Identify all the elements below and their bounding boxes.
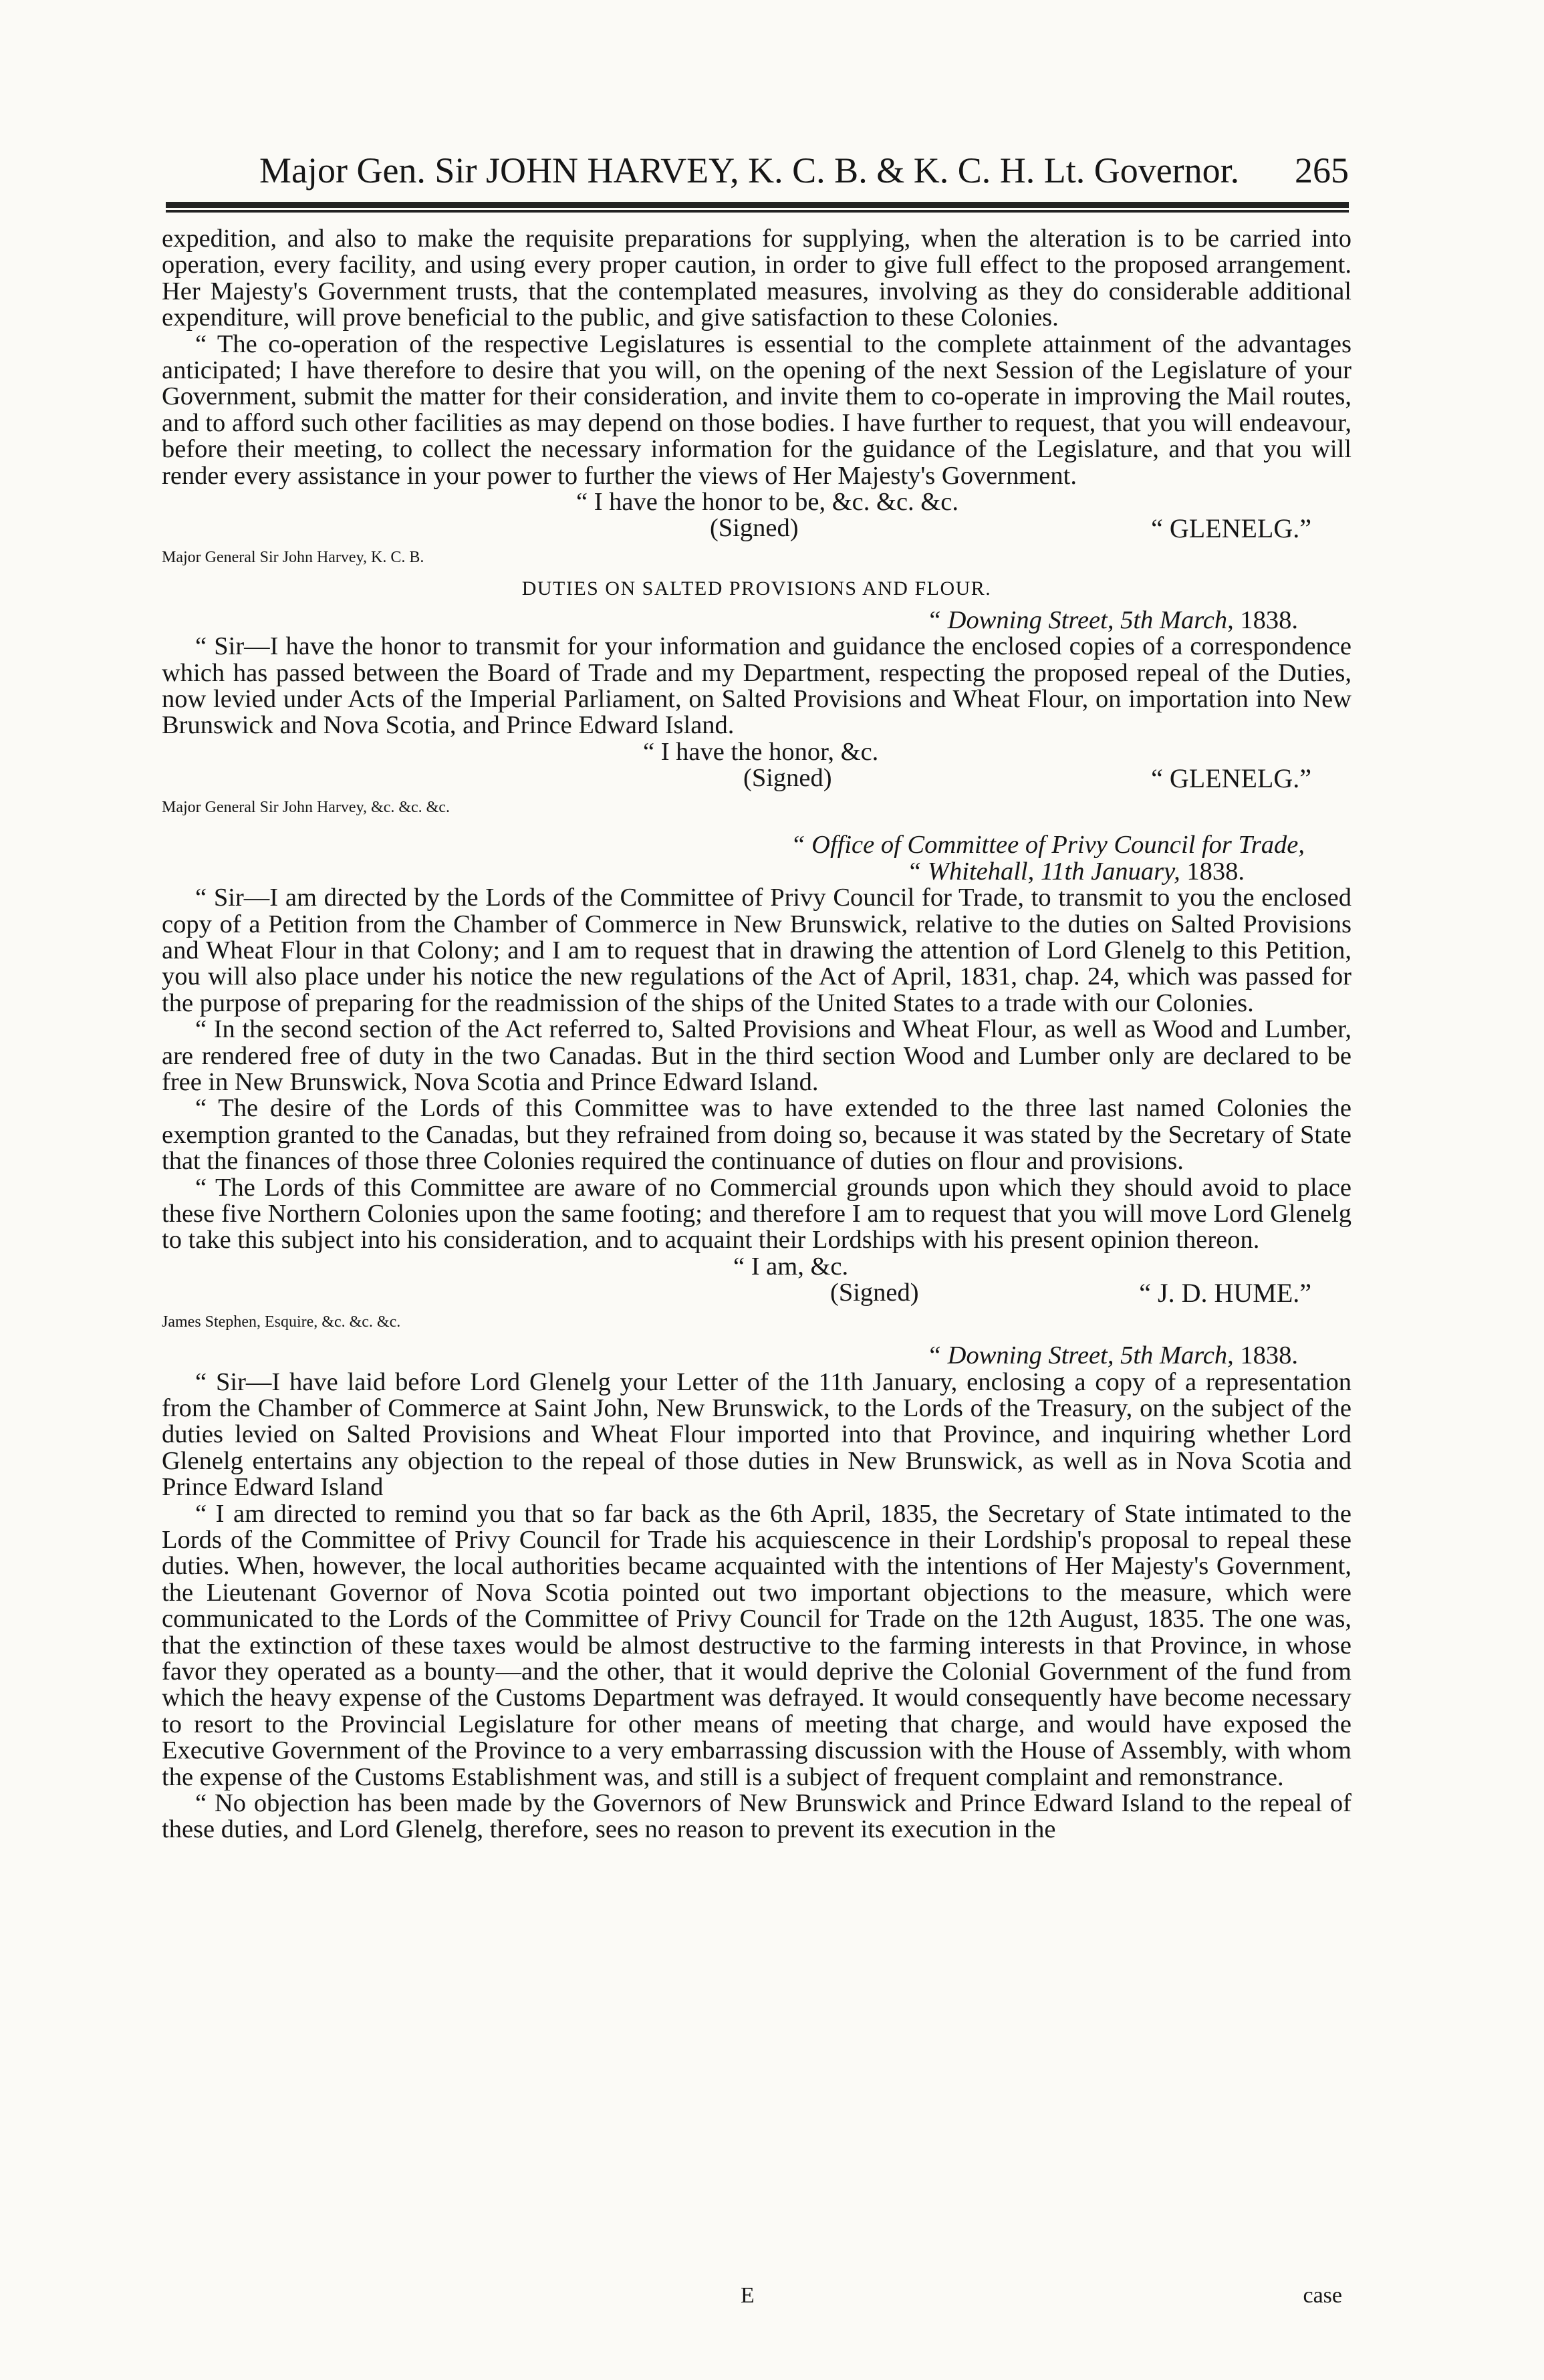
letter1-paragraph-2: “ The co-operation of the respective Legislatures is essential to the complete attainment of the advantages anticipated; I have therefore to desire that you will, on the opening of the next Session of the Legislature of your Government, submit the matter for their consideration, and invite them to co-operate in improving the Mail routes, and to afford such other facilities as may depend on those bodies. I have further to request, that you will endeavour, before their meeting, to collect the necessary information for the guidance of the Legislature, and that you will render every assistance in your power to further the views of Her Majesty's Government.: [162, 329, 1352, 490]
letter3-paragraph-3: “ The desire of the Lords of this Committee was to have extended to the three last named Colonies the exemption granted to the Canadas, but they refrained from doing so, because it was stated by the Secretary of State that the finances of those three Colonies required the continuance of duties on flour and provisions.: [162, 1094, 1352, 1176]
page-footer: [152, 2283, 1342, 2312]
letter4-dateline: [162, 1343, 1352, 1369]
letter3-paragraph-1: “ Sir—I am directed by the Lords of the Committee of Privy Council for Trade, to transmit to you the enclosed copy of a Petition from the Chamber of Commerce in New Brunswick, relative to the duties on Salted Provisions and Wheat Flour in that Colony; and I am to request that in drawing the attention of Lord Glenelg to this Petition, you will also place under his notice the new regulations of the Act of April, 1831, chap. 24, which was passed for the purpose of preparing for the readmission of the ships of the United States to a trade with our Colonies.: [162, 884, 1352, 1017]
letter3-paragraph-4: “ The Lords of this Committee are aware of no Commercial grounds upon which they should avoid to place these five Northern Colonies upon the same footing; and therefore I am to request that you will move Lord Glenelg to take this subject into his consideration, and to acquaint their Lordships with his present opinion thereon.: [162, 1173, 1352, 1254]
letter2-signer: “ GLENELG.”: [1151, 763, 1311, 794]
letter3-office-line: [162, 832, 1352, 858]
book-page: [152, 127, 1352, 2319]
letter4-paragraph-3: “ No objection has been made by the Governors of New Brunswick and Prince Edward Island to the repeal of these duties, and Lord Glenelg, therefore, sees no reason to prevent its execution in the: [162, 1789, 1352, 1844]
page-number: 265: [1295, 150, 1349, 190]
letter2-date-year: 1838.: [1240, 606, 1298, 634]
letter1-signed-label: (Signed): [710, 514, 799, 543]
letter1-closing-text: “ I have the honor to be, &c. &c. &c.: [576, 488, 958, 517]
catchword: case: [1303, 2283, 1342, 2308]
letter1-closing: [162, 489, 1352, 515]
letter4-date-place: “ Downing Street, 5th March,: [926, 1341, 1234, 1370]
letter3-dateline: [162, 859, 1352, 885]
letter3-paragraph-2: “ In the second section of the Act referred to, Salted Provisions and Wheat Flour, as well as Wood and Lumber, are rendered free of duty in the two Canadas. But in the third section Wood and Lumber only are declared to be free in New Brunswick, Nova Scotia and Prince Edward Island.: [162, 1015, 1352, 1096]
letter2-date-place: “ Downing Street, 5th March,: [926, 606, 1234, 634]
letter3-date-year: 1838.: [1186, 857, 1245, 886]
letter3-date-place: “ Whitehall, 11th January,: [906, 857, 1180, 886]
letter3-signature-line: [162, 1280, 1352, 1307]
letter4-paragraph-2: “ I am directed to remind you that so far back as the 6th April, 1835, the Secretary of State intimated to the Lords of the Committee of Privy Council for Trade his acquiescence in their Lordship's proposal to repeal these duties. When, however, the local authorities became acquainted with the intentions of Her Majesty's Government, the Lieutenant Governor of Nova Scotia pointed out two important objections to the measure, which were communicated to the Lords of the Committee of Privy Council for Trade on the 12th August, 1835. The one was, that the extinction of these taxes would be almost destructive to the farming interests in that Province, in whose favor they operated as a bounty—and the other, that it would deprive the Colonial Government of the fund from which the heavy expense of the Customs Department was defrayed. It would consequently have become necessary to resort to the Provincial Legislature for other means of meeting that charge, and would have exposed the Executive Government of the Province to a very embarrassing discussion with the House of Assembly, with whom the expense of the Customs Establishment was, and still is a subject of frequent complaint and remonstrance.: [162, 1499, 1352, 1791]
signature-mark: E: [741, 2283, 755, 2308]
letter2-paragraph-1: “ Sir—I have the honor to transmit for your information and guidance the enclosed copies of a correspondence which has passed between the Board of Trade and my Department, respecting the proposed repeal of the Duties, now levied under Acts of the Imperial Parliament, on Salted Provisions and Wheat Flour, on importation into New Brunswick and Nova Scotia, and Prince Edward Island.: [162, 632, 1352, 740]
letter3-office: “ Office of Committee of Privy Council for Trade,: [791, 831, 1305, 860]
header-rule: [166, 202, 1349, 214]
letter3-signed-label: (Signed): [830, 1279, 919, 1307]
letter2-dateline: [162, 608, 1352, 634]
section-heading: DUTIES ON SALTED PROVISIONS AND FLOUR.: [521, 577, 992, 600]
letter2-closing: [162, 739, 1352, 765]
letter4-paragraph-1: “ Sir—I have laid before Lord Glenelg your Letter of the 11th January, enclosing a copy of a representation from the Chamber of Commerce at Saint John, New Brunswick, to the Lords of the Treasury, on the subject of the duties levied on Salted Provisions and Wheat Flour imported into that Province, and inquiring whether Lord Glenelg entertains any objection to the repeal of those duties in New Brunswick, as well as in Nova Scotia and Prince Edward Island: [162, 1367, 1352, 1502]
letter3-signer: “ J. D. HUME.”: [1139, 1278, 1311, 1309]
letter1-signature-line: [162, 515, 1352, 542]
letter1-signer: “ GLENELG.”: [1151, 513, 1311, 544]
letter4-date-year: 1838.: [1240, 1341, 1298, 1370]
letter2-signed-label: (Signed): [743, 764, 832, 793]
letter1-addressee: Major General Sir John Harvey, K. C. B.: [162, 549, 424, 567]
page-body: [162, 226, 1352, 1843]
running-head-title: Major Gen. Sir JOHN HARVEY, K. C. B. & K. C. H. Lt. Governor.: [259, 150, 1240, 190]
letter2-signature-line: [162, 765, 1352, 792]
letter3-addressee: James Stephen, Esquire, &c. &c. &c.: [162, 1313, 401, 1331]
letter2-closing-text: “ I have the honor, &c.: [643, 737, 879, 766]
running-head: [259, 140, 1349, 201]
letter1-paragraph-1: expedition, and also to make the requisite preparations for supplying, when the alteration is to be carried into operation, every facility, and using every proper caution, in order to give full effect to the proposed arrangement. Her Majesty's Government trusts, that the contemplated measures, involving as they do considerable additional expenditure, will prove beneficial to the public, and give satisfaction to these Colonies.: [162, 225, 1352, 332]
letter2-addressee: Major General Sir John Harvey, &c. &c. &c.: [162, 799, 450, 817]
letter3-closing-text: “ I am, &c.: [733, 1252, 849, 1281]
letter3-closing: [162, 1254, 1352, 1280]
